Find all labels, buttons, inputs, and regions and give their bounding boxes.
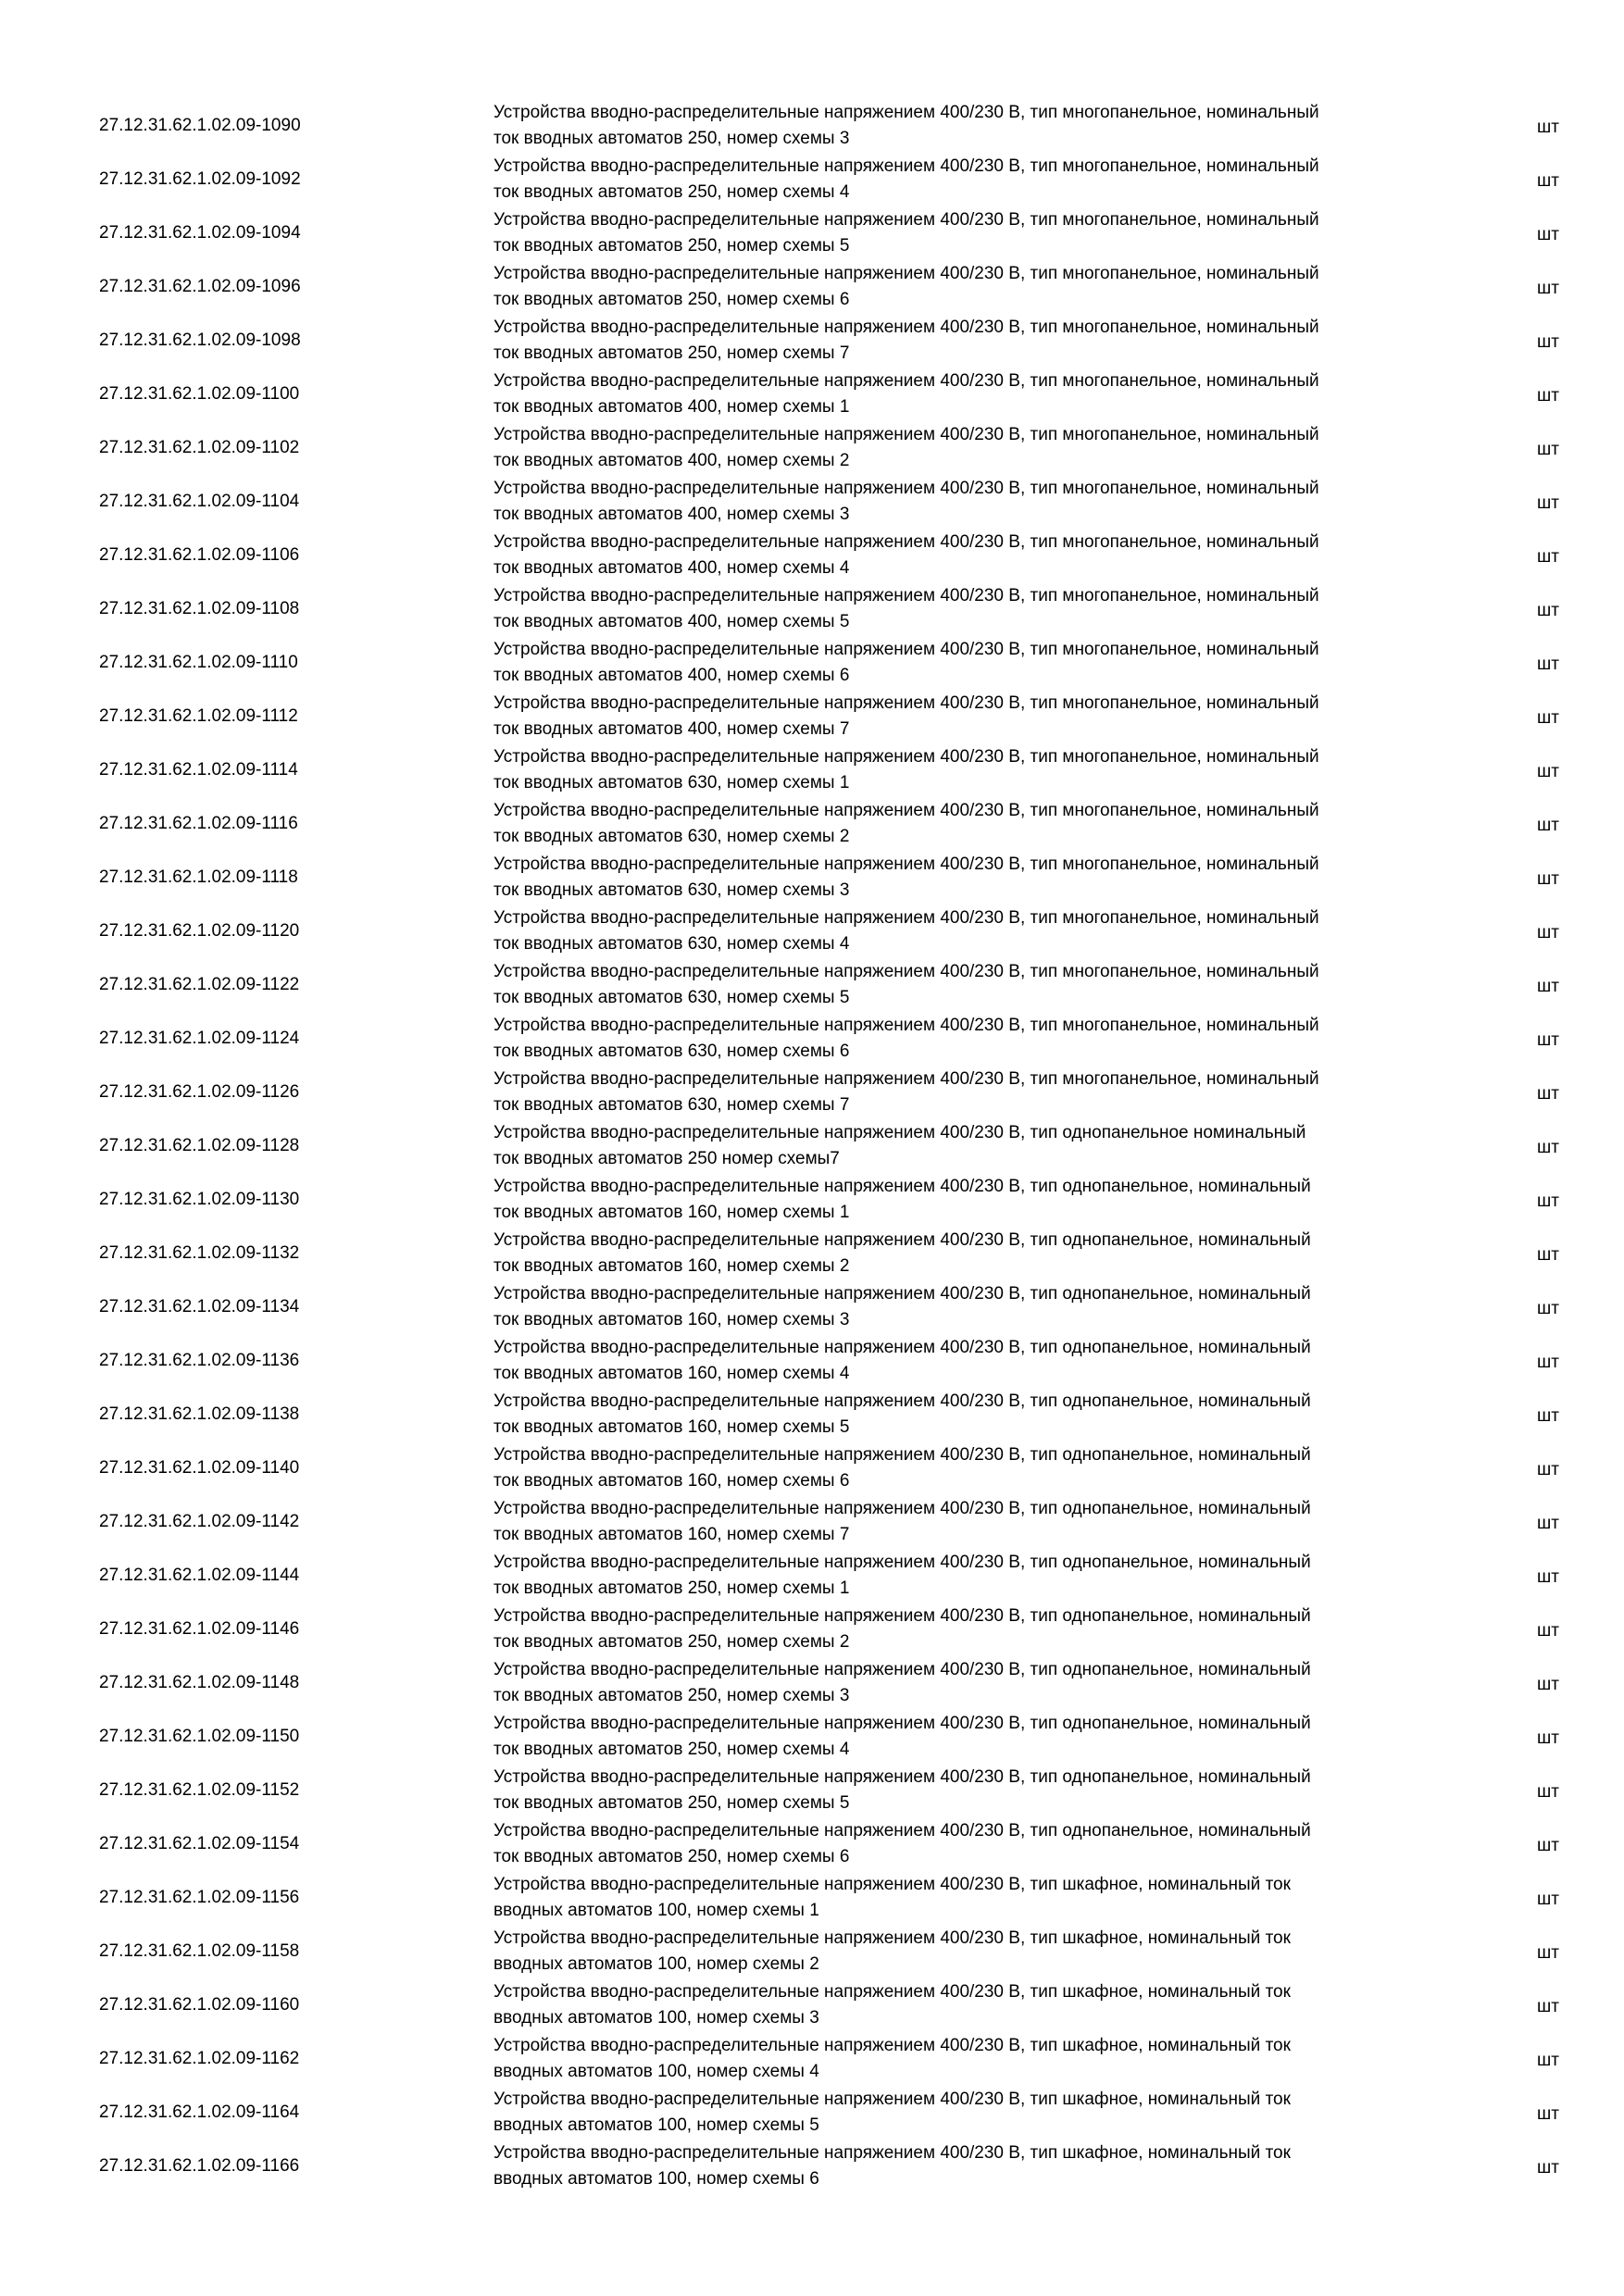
resource-code: 27.12.31.62.1.02.09-1124 xyxy=(99,1029,300,1048)
description-line-1: Устройства вводно-распределительные напряжением 400/230 В, тип многопанельное, номинальный xyxy=(493,640,1319,659)
resource-description xyxy=(493,154,1466,206)
description-line-1: Устройства вводно-распределительные напряжением 400/230 В, тип шкафное, номинальный ток xyxy=(493,1875,1291,1894)
unit-of-measure: шт xyxy=(1537,1192,1559,1211)
resource-description xyxy=(493,1657,1466,1709)
table-row xyxy=(0,315,1624,368)
resource-code: 27.12.31.62.1.02.09-1098 xyxy=(99,331,301,350)
description-line-1: Устройства вводно-распределительные напряжением 400/230 В, тип многопанельное, номинальный xyxy=(493,693,1319,713)
resource-description xyxy=(493,905,1466,957)
table-row xyxy=(0,1389,1624,1442)
table-row xyxy=(0,368,1624,422)
description-line-1: Устройства вводно-распределительные напряжением 400/230 В, тип шкафное, номинальный ток xyxy=(493,2036,1291,2055)
resource-description xyxy=(493,1120,1466,1172)
description-line-2: ток вводных автоматов 400, номер схемы 6 xyxy=(493,666,850,685)
unit-of-measure: шт xyxy=(1537,2158,1559,2177)
unit-of-measure: шт xyxy=(1537,977,1559,996)
resource-code: 27.12.31.62.1.02.09-1166 xyxy=(99,2156,300,2176)
description-line-1: Устройства вводно-распределительные напряжением 400/230 В, тип однопанельное, номинальный xyxy=(493,1499,1311,1518)
description-line-2: ток вводных автоматов 400, номер схемы 5 xyxy=(493,612,850,631)
description-line-1: Устройства вводно-распределительные напряжением 400/230 В, тип многопанельное, номинальный xyxy=(493,855,1319,874)
unit-of-measure: шт xyxy=(1537,816,1559,835)
resource-code: 27.12.31.62.1.02.09-1102 xyxy=(99,438,300,457)
unit-of-measure: шт xyxy=(1537,1353,1559,1372)
description-line-1: Устройства вводно-распределительные напряжением 400/230 В, тип однопанельное, номинальный xyxy=(493,1391,1311,1411)
description-line-2: ток вводных автоматов 250, номер схемы 4 xyxy=(493,1740,850,1759)
table-row xyxy=(0,798,1624,852)
resource-code: 27.12.31.62.1.02.09-1160 xyxy=(99,1995,300,2015)
resource-code: 27.12.31.62.1.02.09-1154 xyxy=(99,1834,300,1853)
resource-description xyxy=(493,1711,1466,1763)
resource-description xyxy=(493,368,1466,420)
description-line-2: ток вводных автоматов 250, номер схемы 6 xyxy=(493,290,850,309)
resource-description xyxy=(493,1228,1466,1279)
description-line-1: Устройства вводно-распределительные напряжением 400/230 В, тип многопанельное, номинальный xyxy=(493,908,1319,928)
unit-of-measure: шт xyxy=(1537,923,1559,942)
table-row xyxy=(0,744,1624,798)
unit-of-measure: шт xyxy=(1537,225,1559,244)
unit-of-measure: шт xyxy=(1537,601,1559,620)
table-row xyxy=(0,1765,1624,1818)
table-row xyxy=(0,1926,1624,1979)
description-line-2: ток вводных автоматов 250, номер схемы 5 xyxy=(493,236,850,256)
resource-description xyxy=(493,1281,1466,1333)
unit-of-measure: шт xyxy=(1537,1245,1559,1265)
table-row xyxy=(0,1496,1624,1550)
resource-code: 27.12.31.62.1.02.09-1128 xyxy=(99,1136,300,1155)
unit-of-measure: шт xyxy=(1537,1675,1559,1694)
description-line-2: ток вводных автоматов 250, номер схемы 7 xyxy=(493,343,850,363)
resource-code: 27.12.31.62.1.02.09-1130 xyxy=(99,1190,300,1209)
description-line-2: ток вводных автоматов 630, номер схемы 1 xyxy=(493,773,850,792)
description-line-1: Устройства вводно-распределительные напряжением 400/230 В, тип однопанельное, номинальный xyxy=(493,1284,1311,1304)
unit-of-measure: шт xyxy=(1537,547,1559,567)
table-row xyxy=(0,154,1624,207)
table-row xyxy=(0,1228,1624,1281)
description-line-1: Устройства вводно-распределительные напряжением 400/230 В, тип шкафное, номинальный ток xyxy=(493,1928,1291,1948)
unit-of-measure: шт xyxy=(1537,171,1559,191)
table-row xyxy=(0,1120,1624,1174)
table-row xyxy=(0,261,1624,315)
description-line-2: ток вводных автоматов 250, номер схемы 5 xyxy=(493,1793,850,1813)
unit-of-measure: шт xyxy=(1537,1406,1559,1426)
description-line-1: Устройства вводно-распределительные напряжением 400/230 В, тип однопанельное, номинальный xyxy=(493,1714,1311,1733)
table-row xyxy=(0,2087,1624,2140)
table-row xyxy=(0,1657,1624,1711)
description-line-2: ток вводных автоматов 400, номер схемы 7 xyxy=(493,719,850,739)
description-line-2: ток вводных автоматов 160, номер схемы 1 xyxy=(493,1203,850,1222)
description-line-2: вводных автоматов 100, номер схемы 1 xyxy=(493,1901,819,1920)
table-row xyxy=(0,1872,1624,1926)
description-line-1: Устройства вводно-распределительные напряжением 400/230 В, тип многопанельное, номинальный xyxy=(493,1016,1319,1035)
description-line-2: ток вводных автоматов 630, номер схемы 3 xyxy=(493,880,850,900)
description-line-2: вводных автоматов 100, номер схемы 2 xyxy=(493,1954,819,1974)
description-line-1: Устройства вводно-распределительные напряжением 400/230 В, тип шкафное, номинальный ток xyxy=(493,1982,1291,2002)
resource-code: 27.12.31.62.1.02.09-1142 xyxy=(99,1512,300,1531)
description-line-1: Устройства вводно-распределительные напряжением 400/230 В, тип многопанельное, номинальный xyxy=(493,586,1319,605)
description-line-2: ток вводных автоматов 400, номер схемы 1 xyxy=(493,397,850,417)
resource-description xyxy=(493,315,1466,367)
table-row xyxy=(0,2033,1624,2087)
resource-code: 27.12.31.62.1.02.09-1150 xyxy=(99,1727,300,1746)
description-line-2: вводных автоматов 100, номер схемы 4 xyxy=(493,2062,819,2081)
description-line-2: ток вводных автоматов 630, номер схемы 5 xyxy=(493,988,850,1007)
resource-code: 27.12.31.62.1.02.09-1114 xyxy=(99,760,298,780)
unit-of-measure: шт xyxy=(1537,386,1559,406)
description-line-2: ток вводных автоматов 400, номер схемы 2 xyxy=(493,451,850,470)
description-line-2: ток вводных автоматов 160, номер схемы 4 xyxy=(493,1364,850,1383)
description-line-2: вводных автоматов 100, номер схемы 6 xyxy=(493,2169,819,2189)
resource-description xyxy=(493,476,1466,528)
unit-of-measure: шт xyxy=(1537,1084,1559,1104)
unit-of-measure: шт xyxy=(1537,1943,1559,1963)
table-row xyxy=(0,1711,1624,1765)
unit-of-measure: шт xyxy=(1537,708,1559,728)
table-row xyxy=(0,1603,1624,1657)
resource-description xyxy=(493,637,1466,689)
description-line-2: ток вводных автоматов 630, номер схемы 7 xyxy=(493,1095,850,1115)
unit-of-measure: шт xyxy=(1537,440,1559,459)
resource-code: 27.12.31.62.1.02.09-1096 xyxy=(99,277,301,296)
resource-code: 27.12.31.62.1.02.09-1090 xyxy=(99,116,301,135)
description-line-1: Устройства вводно-распределительные напряжением 400/230 В, тип многопанельное, номинальный xyxy=(493,962,1319,981)
description-line-2: ток вводных автоматов 400, номер схемы 3 xyxy=(493,505,850,524)
resource-code: 27.12.31.62.1.02.09-1108 xyxy=(99,599,300,618)
description-line-2: ток вводных автоматов 160, номер схемы 3 xyxy=(493,1310,850,1329)
description-line-1: Устройства вводно-распределительные напряжением 400/230 В, тип однопанельное, номинальный xyxy=(493,1606,1311,1626)
description-line-1: Устройства вводно-распределительные напряжением 400/230 В, тип многопанельное, номинальный xyxy=(493,425,1319,444)
resource-description xyxy=(493,1550,1466,1602)
resource-code: 27.12.31.62.1.02.09-1136 xyxy=(99,1351,300,1370)
unit-of-measure: шт xyxy=(1537,1728,1559,1748)
table-row xyxy=(0,1550,1624,1603)
unit-of-measure: шт xyxy=(1537,279,1559,298)
table-row xyxy=(0,1067,1624,1120)
price-list-table xyxy=(0,100,1624,2194)
table-row xyxy=(0,2140,1624,2194)
description-line-1: Устройства вводно-распределительные напряжением 400/230 В, тип однопанельное, номинальный xyxy=(493,1767,1311,1787)
resource-code: 27.12.31.62.1.02.09-1156 xyxy=(99,1888,300,1907)
resource-code: 27.12.31.62.1.02.09-1144 xyxy=(99,1566,300,1585)
description-line-2: вводных автоматов 100, номер схемы 5 xyxy=(493,2115,819,2135)
resource-code: 27.12.31.62.1.02.09-1094 xyxy=(99,223,301,243)
resource-code: 27.12.31.62.1.02.09-1132 xyxy=(99,1243,300,1263)
resource-code: 27.12.31.62.1.02.09-1112 xyxy=(99,706,298,726)
resource-description xyxy=(493,1067,1466,1118)
description-line-1: Устройства вводно-распределительные напряжением 400/230 В, тип многопанельное, номинальный xyxy=(493,479,1319,498)
table-row xyxy=(0,1013,1624,1067)
description-line-1: Устройства вводно-распределительные напряжением 400/230 В, тип многопанельное, номинальный xyxy=(493,1069,1319,1089)
description-line-2: ток вводных автоматов 250, номер схемы 1 xyxy=(493,1578,850,1598)
description-line-1: Устройства вводно-распределительные напряжением 400/230 В, тип однопанельное, номинальный xyxy=(493,1230,1311,1250)
unit-of-measure: шт xyxy=(1537,1030,1559,1050)
resource-code: 27.12.31.62.1.02.09-1110 xyxy=(99,653,298,672)
unit-of-measure: шт xyxy=(1537,493,1559,513)
resource-code: 27.12.31.62.1.02.09-1134 xyxy=(99,1297,300,1316)
description-line-2: ток вводных автоматов 160, номер схемы 5 xyxy=(493,1417,850,1437)
resource-description xyxy=(493,1496,1466,1548)
table-row xyxy=(0,207,1624,261)
table-row xyxy=(0,1281,1624,1335)
description-line-1: Устройства вводно-распределительные напряжением 400/230 В, тип многопанельное, номинальный xyxy=(493,801,1319,820)
table-row xyxy=(0,100,1624,154)
description-line-2: ток вводных автоматов 630, номер схемы 2 xyxy=(493,827,850,846)
resource-description xyxy=(493,583,1466,635)
description-line-1: Устройства вводно-распределительные напряжением 400/230 В, тип однопанельное номинальный xyxy=(493,1123,1306,1142)
description-line-1: Устройства вводно-распределительные напряжением 400/230 В, тип многопанельное, номинальный xyxy=(493,156,1319,176)
unit-of-measure: шт xyxy=(1537,1997,1559,2016)
resource-description xyxy=(493,100,1466,152)
description-line-1: Устройства вводно-распределительные напряжением 400/230 В, тип многопанельное, номинальный xyxy=(493,371,1319,391)
resource-description xyxy=(493,1442,1466,1494)
resource-description xyxy=(493,1979,1466,2031)
table-row xyxy=(0,905,1624,959)
description-line-2: ток вводных автоматов 160, номер схемы 2 xyxy=(493,1256,850,1276)
resource-description xyxy=(493,207,1466,259)
resource-code: 27.12.31.62.1.02.09-1100 xyxy=(99,384,300,404)
unit-of-measure: шт xyxy=(1537,1836,1559,1855)
unit-of-measure: шт xyxy=(1537,2104,1559,2124)
unit-of-measure: шт xyxy=(1537,1621,1559,1641)
resource-code: 27.12.31.62.1.02.09-1120 xyxy=(99,921,300,941)
resource-description xyxy=(493,2033,1466,2085)
table-row xyxy=(0,1174,1624,1228)
description-line-1: Устройства вводно-распределительные напряжением 400/230 В, тип однопанельное, номинальный xyxy=(493,1821,1311,1841)
resource-description xyxy=(493,1389,1466,1441)
description-line-1: Устройства вводно-распределительные напряжением 400/230 В, тип шкафное, номинальный ток xyxy=(493,2143,1291,2163)
resource-code: 27.12.31.62.1.02.09-1126 xyxy=(99,1082,300,1102)
table-row xyxy=(0,959,1624,1013)
unit-of-measure: шт xyxy=(1537,1782,1559,1802)
description-line-1: Устройства вводно-распределительные напряжением 400/230 В, тип однопанельное, номинальный xyxy=(493,1445,1311,1465)
table-row xyxy=(0,1979,1624,2033)
description-line-2: ток вводных автоматов 400, номер схемы 4 xyxy=(493,558,850,578)
table-row xyxy=(0,476,1624,530)
unit-of-measure: шт xyxy=(1537,1890,1559,1909)
resource-code: 27.12.31.62.1.02.09-1092 xyxy=(99,169,301,189)
resource-code: 27.12.31.62.1.02.09-1158 xyxy=(99,1941,300,1961)
resource-code: 27.12.31.62.1.02.09-1146 xyxy=(99,1619,300,1639)
resource-code: 27.12.31.62.1.02.09-1104 xyxy=(99,492,300,511)
unit-of-measure: шт xyxy=(1537,1138,1559,1157)
description-line-1: Устройства вводно-распределительные напряжением 400/230 В, тип однопанельное, номинальный xyxy=(493,1553,1311,1572)
description-line-2: ток вводных автоматов 250, номер схемы 3 xyxy=(493,129,850,148)
resource-description xyxy=(493,2087,1466,2139)
table-row xyxy=(0,583,1624,637)
description-line-1: Устройства вводно-распределительные напряжением 400/230 В, тип многопанельное, номинальный xyxy=(493,210,1319,230)
unit-of-measure: шт xyxy=(1537,118,1559,137)
description-line-1: Устройства вводно-распределительные напряжением 400/230 В, тип однопанельное, номинальный xyxy=(493,1660,1311,1679)
resource-description xyxy=(493,530,1466,581)
resource-description xyxy=(493,1335,1466,1387)
resource-code: 27.12.31.62.1.02.09-1116 xyxy=(99,814,298,833)
resource-description xyxy=(493,959,1466,1011)
description-line-1: Устройства вводно-распределительные напряжением 400/230 В, тип многопанельное, номинальный xyxy=(493,264,1319,283)
resource-code: 27.12.31.62.1.02.09-1164 xyxy=(99,2103,300,2122)
resource-code: 27.12.31.62.1.02.09-1138 xyxy=(99,1404,300,1424)
resource-code: 27.12.31.62.1.02.09-1148 xyxy=(99,1673,300,1692)
description-line-2: ток вводных автоматов 630, номер схемы 4 xyxy=(493,934,850,954)
resource-description xyxy=(493,1818,1466,1870)
description-line-2: ток вводных автоматов 250, номер схемы 2 xyxy=(493,1632,850,1652)
table-row xyxy=(0,1335,1624,1389)
resource-description xyxy=(493,1603,1466,1655)
description-line-2: ток вводных автоматов 250, номер схемы 4 xyxy=(493,182,850,202)
unit-of-measure: шт xyxy=(1537,332,1559,352)
description-line-1: Устройства вводно-распределительные напряжением 400/230 В, тип многопанельное, номинальный xyxy=(493,103,1319,122)
resource-description xyxy=(493,1174,1466,1226)
resource-description xyxy=(493,691,1466,742)
description-line-1: Устройства вводно-распределительные напряжением 400/230 В, тип однопанельное, номинальный xyxy=(493,1177,1311,1196)
description-line-2: ток вводных автоматов 630, номер схемы 6 xyxy=(493,1042,850,1061)
resource-description xyxy=(493,798,1466,850)
resource-description xyxy=(493,1926,1466,1978)
table-row xyxy=(0,422,1624,476)
unit-of-measure: шт xyxy=(1537,762,1559,781)
table-row xyxy=(0,530,1624,583)
description-line-2: ток вводных автоматов 160, номер схемы 7 xyxy=(493,1525,850,1544)
description-line-2: ток вводных автоматов 160, номер схемы 6 xyxy=(493,1471,850,1491)
description-line-1: Устройства вводно-распределительные напряжением 400/230 В, тип многопанельное, номинальный xyxy=(493,532,1319,552)
resource-code: 27.12.31.62.1.02.09-1140 xyxy=(99,1458,300,1478)
unit-of-measure: шт xyxy=(1537,1567,1559,1587)
resource-description xyxy=(493,1872,1466,1924)
resource-code: 27.12.31.62.1.02.09-1152 xyxy=(99,1780,300,1800)
table-row xyxy=(0,852,1624,905)
description-line-1: Устройства вводно-распределительные напряжением 400/230 В, тип многопанельное, номинальный xyxy=(493,318,1319,337)
table-row xyxy=(0,637,1624,691)
description-line-1: Устройства вводно-распределительные напряжением 400/230 В, тип однопанельное, номинальный xyxy=(493,1338,1311,1357)
resource-description xyxy=(493,852,1466,904)
resource-code: 27.12.31.62.1.02.09-1162 xyxy=(99,2049,300,2068)
description-line-2: ток вводных автоматов 250, номер схемы 3 xyxy=(493,1686,850,1705)
resource-description xyxy=(493,261,1466,313)
unit-of-measure: шт xyxy=(1537,1460,1559,1479)
table-row xyxy=(0,1442,1624,1496)
description-line-2: ток вводных автоматов 250, номер схемы 6 xyxy=(493,1847,850,1866)
resource-description xyxy=(493,1765,1466,1816)
unit-of-measure: шт xyxy=(1537,1514,1559,1533)
resource-description xyxy=(493,744,1466,796)
resource-code: 27.12.31.62.1.02.09-1106 xyxy=(99,545,300,565)
description-line-2: вводных автоматов 100, номер схемы 3 xyxy=(493,2008,819,2028)
unit-of-measure: шт xyxy=(1537,655,1559,674)
resource-description xyxy=(493,422,1466,474)
unit-of-measure: шт xyxy=(1537,1299,1559,1318)
resource-code: 27.12.31.62.1.02.09-1122 xyxy=(99,975,300,994)
resource-description xyxy=(493,2140,1466,2192)
resource-description xyxy=(493,1013,1466,1065)
unit-of-measure: шт xyxy=(1537,2051,1559,2070)
description-line-1: Устройства вводно-распределительные напряжением 400/230 В, тип многопанельное, номинальный xyxy=(493,747,1319,767)
description-line-2: ток вводных автоматов 250 номер схемы7 xyxy=(493,1149,840,1168)
resource-code: 27.12.31.62.1.02.09-1118 xyxy=(99,867,298,887)
table-row xyxy=(0,691,1624,744)
description-line-1: Устройства вводно-распределительные напряжением 400/230 В, тип шкафное, номинальный ток xyxy=(493,2090,1291,2109)
unit-of-measure: шт xyxy=(1537,869,1559,889)
table-row xyxy=(0,1818,1624,1872)
